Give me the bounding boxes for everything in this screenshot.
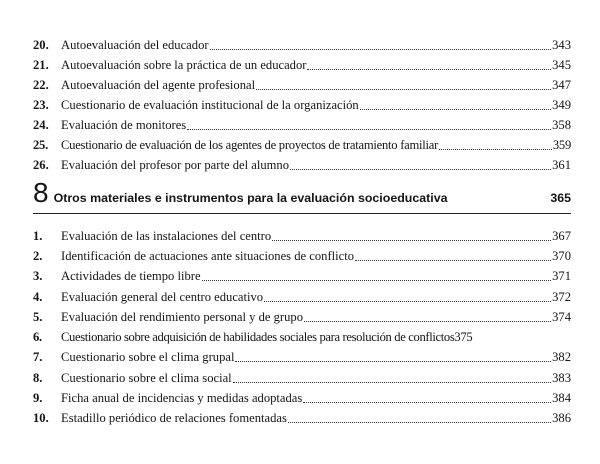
entry-number: 4. [33, 290, 43, 304]
toc-entry-8[interactable] [33, 369, 571, 387]
entry-number: 24. [33, 118, 49, 132]
entry-page: 374 [552, 310, 571, 324]
entry-number: 20. [33, 38, 49, 52]
toc-entry-5[interactable] [33, 308, 571, 326]
entry-title: Autoevaluación del educador [61, 38, 209, 52]
dot-leader [264, 301, 551, 302]
entry-page: 343 [552, 38, 571, 52]
section-heading[interactable] [33, 176, 571, 210]
dot-leader [235, 361, 551, 362]
entry-number: 23. [33, 98, 49, 112]
entry-page: 382 [552, 350, 571, 364]
entry-title: Cuestionario de evaluación institucional de la organización [61, 98, 359, 112]
entry-page: 375 [454, 330, 473, 344]
dot-leader [355, 260, 551, 261]
entry-title: Evaluación del profesor por parte del alumno [61, 158, 290, 172]
entry-title: Autoevaluación del agente profesional [61, 78, 256, 92]
toc-entry-2[interactable] [33, 247, 571, 265]
entry-number: 9. [33, 391, 43, 405]
entry-page: 349 [552, 98, 571, 112]
dot-leader [256, 89, 551, 90]
entry-number: 26. [33, 158, 49, 172]
entry-page: 383 [552, 371, 571, 385]
entry-title: Evaluación de monitores [61, 118, 187, 132]
toc-entry-24[interactable] [33, 116, 571, 134]
entry-page: 370 [552, 249, 571, 263]
entry-page: 386 [552, 411, 571, 425]
dot-leader [290, 169, 551, 170]
toc-entry-1[interactable] [33, 227, 571, 245]
entry-page: 361 [552, 158, 571, 172]
entry-number: 22. [33, 78, 49, 92]
entry-title: Cuestionario sobre el clima grupal [61, 350, 235, 364]
dot-leader [304, 321, 551, 322]
entry-title: Actividades de tiempo libre [61, 269, 201, 283]
dot-leader [360, 109, 551, 110]
toc-entry-23[interactable] [33, 96, 571, 114]
entry-number: 2. [33, 249, 43, 263]
section-page: 365 [550, 191, 571, 205]
entry-number: 10. [33, 411, 49, 425]
toc-entry-9[interactable] [33, 389, 571, 407]
toc-entry-22[interactable] [33, 76, 571, 94]
entry-title: Evaluación general del centro educativo [61, 290, 264, 304]
entry-page: 359 [552, 138, 571, 152]
entry-page: 358 [552, 118, 571, 132]
dot-leader [272, 240, 551, 241]
entry-page: 384 [552, 391, 571, 405]
toc-entry-7[interactable] [33, 348, 571, 366]
entry-number: 3. [33, 269, 43, 283]
section-title: Otros materiales e instrumentos para la evaluación socioeducativa [53, 191, 448, 205]
dot-leader [303, 402, 551, 403]
entry-page: 367 [552, 229, 571, 243]
dot-leader [288, 422, 551, 423]
entry-page: 347 [552, 78, 571, 92]
entry-number: 21. [33, 58, 49, 72]
entry-page: 345 [552, 58, 571, 72]
toc-entry-3[interactable] [33, 267, 571, 285]
dot-leader [307, 69, 551, 70]
dot-leader [210, 49, 552, 50]
entry-number: 6. [33, 330, 42, 344]
section-divider [33, 213, 571, 214]
entry-number: 1. [33, 229, 43, 243]
entry-number: 8. [33, 371, 43, 385]
entry-title: Evaluación del rendimiento personal y de grupo [61, 310, 304, 324]
entry-page: 371 [552, 269, 571, 283]
entry-title: Cuestionario de evaluación de los agentes de proyectos de tratamiento familiar [61, 138, 439, 152]
entry-title: Ficha anual de incidencias y medidas adoptadas [61, 391, 303, 405]
dot-leader [202, 280, 552, 281]
entry-title: Autoevaluación sobre la práctica de un educador [61, 58, 307, 72]
toc-entry-26[interactable] [33, 156, 571, 174]
toc-entry-25[interactable] [33, 136, 571, 154]
entry-number: 7. [33, 350, 43, 364]
entry-number: 25. [33, 138, 48, 152]
entry-number: 5. [33, 310, 43, 324]
section-number: 8 [33, 177, 49, 208]
dot-leader [439, 149, 552, 150]
dot-leader [187, 129, 551, 130]
toc-entry-6[interactable] [33, 328, 571, 346]
dot-leader [233, 382, 551, 383]
toc-entry-4[interactable] [33, 288, 571, 306]
toc-entry-21[interactable] [33, 56, 571, 74]
entry-title: Cuestionario sobre el clima social [61, 371, 232, 385]
entry-title: Evaluación de las instalaciones del centro [61, 229, 272, 243]
entry-title: Cuestionario sobre adquisición de habilidades sociales para resolución de conflictos [61, 330, 455, 344]
toc-entry-20[interactable] [33, 36, 571, 54]
entry-title: Estadillo periódico de relaciones fomentadas [61, 411, 287, 425]
entry-page: 372 [552, 290, 571, 304]
toc-entry-10[interactable] [33, 409, 571, 427]
entry-title: Identificación de actuaciones ante situaciones de conflicto [61, 249, 355, 263]
